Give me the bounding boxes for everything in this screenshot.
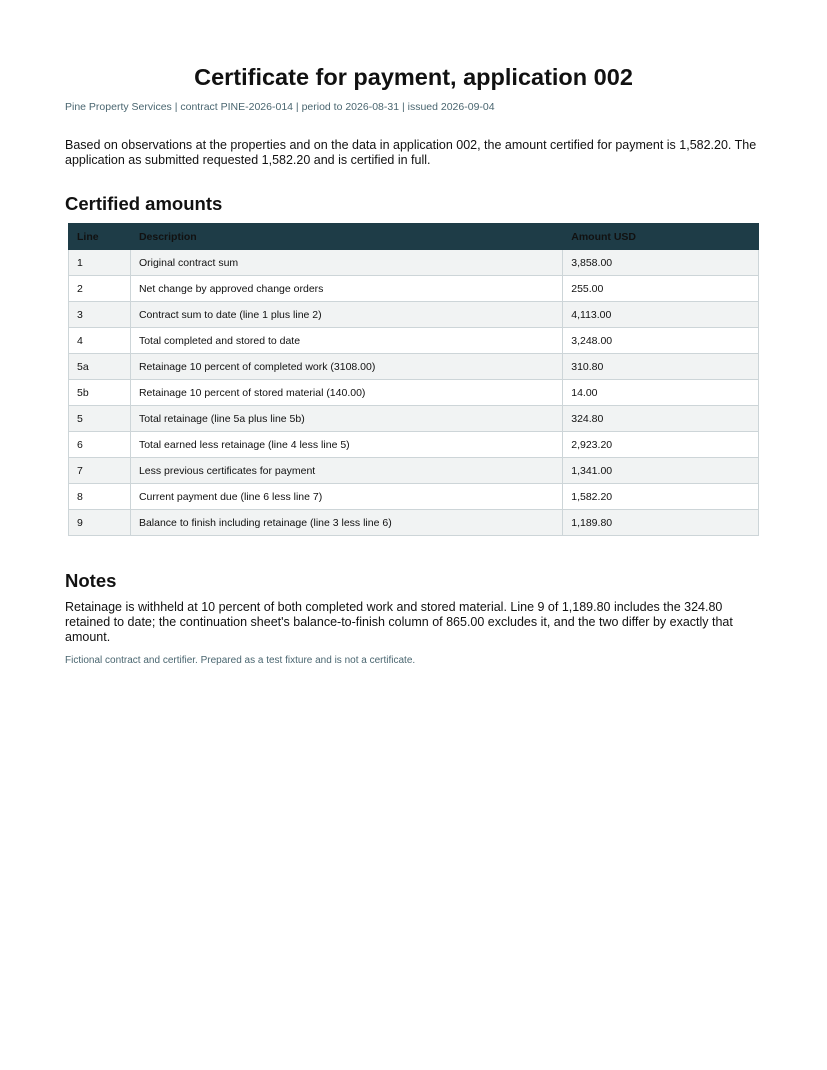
cell-line: 7 [69,458,131,484]
cell-line: 4 [69,328,131,354]
disclaimer-note: Fictional contract and certifier. Prepared as a test fixture and is not a certificate. [65,655,416,666]
table-row [69,458,759,484]
table-row [69,276,759,302]
cell-line: 9 [69,510,131,536]
page-title: Certificate for payment, application 002 [194,64,633,90]
cell-description: Total earned less retainage (line 4 less line 5) [130,432,562,458]
table-row [69,406,759,432]
cell-line: 5b [69,380,131,406]
table-row [69,510,759,536]
cell-description: Contract sum to date (line 1 plus line 2) [130,302,562,328]
cell-description: Balance to finish including retainage (line 3 less line 6) [130,510,562,536]
column-header-amount: Amount USD [563,224,759,250]
notes-heading: Notes [65,570,117,591]
cell-description: Total retainage (line 5a plus line 5b) [130,406,562,432]
table-row [69,432,759,458]
cell-line: 8 [69,484,131,510]
table-header-row [69,224,759,250]
certified-amounts-heading: Certified amounts [65,193,223,214]
certified-amounts-table [68,223,759,536]
cell-amount: 1,582.20 [563,484,759,510]
cell-description: Current payment due (line 6 less line 7) [130,484,562,510]
cell-amount: 2,923.20 [563,432,759,458]
column-header-line: Line [69,224,131,250]
column-header-description: Description [130,224,562,250]
table-row [69,250,759,276]
summary-paragraph: Based on observations at the properties and on the data in application 002, the amount certified for payment is 1,582.20. The application as submitted requested 1,582.20 and is certified in full. [65,138,757,167]
cell-amount: 255.00 [563,276,759,302]
cell-description: Retainage 10 percent of completed work (3108.00) [130,354,562,380]
cell-description: Original contract sum [130,250,562,276]
cell-amount: 324.80 [563,406,759,432]
table-row [69,484,759,510]
cell-amount: 14.00 [563,380,759,406]
cell-description: Total completed and stored to date [130,328,562,354]
table-row [69,380,759,406]
cell-line: 2 [69,276,131,302]
cell-description: Retainage 10 percent of stored material (140.00) [130,380,562,406]
cell-line: 6 [69,432,131,458]
cell-line: 5 [69,406,131,432]
table-row [69,302,759,328]
cell-line: 1 [69,250,131,276]
cell-amount: 1,341.00 [563,458,759,484]
notes-paragraph: Retainage is withheld at 10 percent of both completed work and stored material. Line 9 of 1,189.80 includes the 324.80 retained to date; the continuation sheet's balance-to-finish column of 865.00 excludes it, and the two differ by exactly that amount. [65,600,733,644]
document-meta: Pine Property Services | contract PINE-2026-014 | period to 2026-08-31 | issued 2026-09-04 [65,101,495,113]
cell-description: Net change by approved change orders [130,276,562,302]
cell-line: 5a [69,354,131,380]
cell-amount: 3,858.00 [563,250,759,276]
cell-amount: 310.80 [563,354,759,380]
cell-line: 3 [69,302,131,328]
cell-description: Less previous certificates for payment [130,458,562,484]
cell-amount: 1,189.80 [563,510,759,536]
cell-amount: 3,248.00 [563,328,759,354]
table-row [69,328,759,354]
table-row [69,354,759,380]
cell-amount: 4,113.00 [563,302,759,328]
